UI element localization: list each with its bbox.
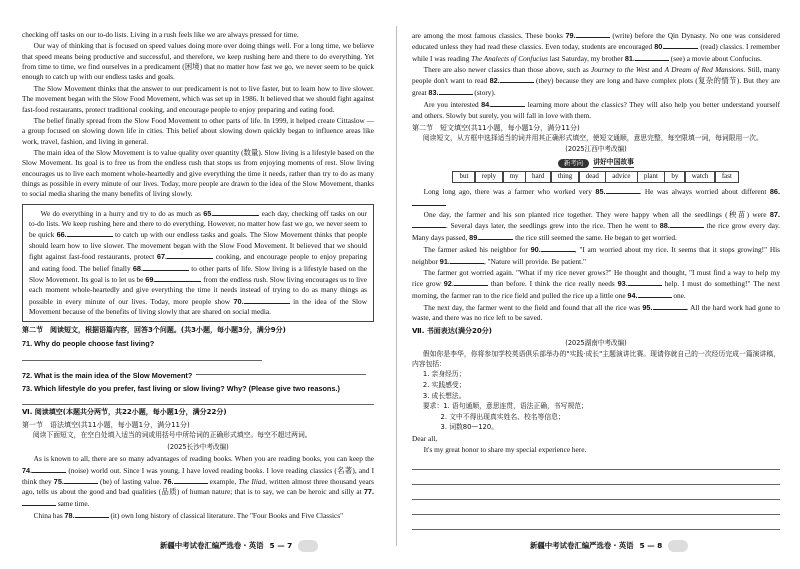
topic-title: 讲好中国故事 bbox=[593, 158, 634, 169]
source-hunan: (2025湖南中考改编) bbox=[565, 338, 627, 347]
new-direction-badge: 新考向 bbox=[558, 159, 589, 168]
question-72: 72. What is the main idea of the Slow Movement? bbox=[22, 364, 374, 381]
story-para-5: The next day, the farmer went to the field and found that all the rice was 95. . All the hard work had gone to waste, and there was no rice left to be saved. bbox=[412, 302, 780, 323]
blank-80[interactable] bbox=[664, 41, 698, 49]
writing-requirement-2: 2. 文中不得出现真实姓名、校名等信息； bbox=[440, 412, 565, 421]
blank-93[interactable] bbox=[628, 278, 662, 286]
blank-83[interactable] bbox=[439, 87, 473, 95]
blank-90[interactable] bbox=[541, 244, 575, 252]
footer-left-page: 5 — 7 bbox=[269, 540, 293, 550]
writing-line[interactable] bbox=[412, 503, 780, 515]
footer-right bbox=[530, 540, 800, 552]
blank-89[interactable] bbox=[479, 232, 513, 240]
footer-right-page: 5 — 8 bbox=[639, 540, 663, 550]
passage-para-4: The belief finally spread from the Slow Food Movement to other parts of life. In 1999, it helped create Cittaslow — a group focused on slowing down life in cities. This belief about slowing down quickly began to influence areas like work, travel, fashion, and living in general. bbox=[22, 115, 374, 146]
grammar-passage-4: There are also newer classics than those above, such as Journey to the West and A Dream of Red Mansions. Still, many people don't want to read 82. (they) because they are long and have complex plots (复杂的情节). But they are great 83. (story). bbox=[412, 65, 781, 97]
column-divider bbox=[396, 26, 397, 546]
blank-75[interactable] bbox=[64, 476, 98, 484]
blank-87[interactable] bbox=[412, 220, 446, 228]
part-vi-title: Ⅵ. 阅读填空(本题共分两节，共22小题，每小题1分，满分22分) bbox=[22, 408, 227, 417]
salutation: Dear all, bbox=[412, 434, 438, 444]
blank-94[interactable] bbox=[638, 290, 672, 298]
blank-82[interactable] bbox=[500, 75, 534, 83]
story-para-2: One day, the farmer and his son planted rice together. They were happy when all the seedlings (秧苗) were 87.. Several days later, the seedlings grew into the rice. Then he went to 88. the rice grow every day. Many days passed, 89. the rice still seemed the same. He began to get worried. bbox=[412, 210, 780, 242]
writing-line[interactable] bbox=[412, 488, 780, 500]
passage-para-5: The main idea of the Slow Movement is to value quality over quantity (数量). Slow living is a lifestyle based on the Slow Movement. Its goal is to free us from the endless rush that stops us from enjoying moments of rest. Slow living encourages us to live each moment whole-heartedly and give everything the time it needs, rather than try to do as many things as possible in every minute of our lives. Today, more people are drawn to the idea of the Slow Movement, thanks to social media sharing the many benefits of living slowly. bbox=[22, 147, 374, 199]
blank-85[interactable] bbox=[606, 186, 640, 194]
blank-79[interactable] bbox=[576, 30, 610, 38]
blank-76[interactable] bbox=[174, 476, 208, 484]
publisher-seal-icon bbox=[298, 540, 318, 552]
story-para-4: The farmer got worried again. "What if my rice never grows?" He thought and thought, "I must find a way to help my rice grow 92. than before. I think the rice really needs 93. help. I must do something!" The next morning, the farmer ran to the rice field and pulled the rice up a little one 94. one. bbox=[412, 267, 780, 300]
question-71: 71. Why do people choose fast living? bbox=[22, 339, 155, 349]
blank-67[interactable] bbox=[167, 251, 213, 259]
blank-81[interactable] bbox=[635, 53, 669, 61]
writing-prompt: 假如你是李华，你将参加学校英语俱乐部举办的"实践·成长"主题演讲比赛。现请你就自己的一次经历完成一篇演讲稿，内容包括： bbox=[412, 350, 780, 368]
passage-para-1: checking off tasks on our to-do lists. Living in a rush feels like we are always pressed for time. bbox=[22, 30, 299, 39]
publisher-seal-icon bbox=[668, 540, 688, 552]
topic-tag bbox=[412, 158, 780, 169]
word-bank-item: fast bbox=[715, 171, 739, 183]
word-bank-item: advice bbox=[605, 171, 637, 183]
blank-65[interactable] bbox=[213, 208, 259, 216]
word-bank-item: reply bbox=[475, 171, 503, 183]
writing-requirement-1: 要求：1. 语句通顺，意思连贯，语法正确，书写规范； bbox=[422, 402, 588, 411]
summary-box bbox=[22, 204, 374, 323]
answer-72-line[interactable] bbox=[196, 366, 366, 375]
passage-para-2: Our way of thinking that is focused on speed values doing more over doing things well. For a long time, we believe that speed means being productive and successful, and therefore, we keep rushing here and there to do everything. Yet from time to time, we find ourselves in a predicament (困境) that no matter how fast we go, we never seem to be quick enough to catch up with our endless tasks and goals. bbox=[22, 41, 374, 82]
section-2b-title: 第二节 短文填空(共11小题，每小题1分，满分11分) bbox=[412, 123, 580, 132]
section-2b-instructions: 阅读短文，从方框中选择适当的词并用其正确形式填空，使短文通顺，意思完整，每空限填一词，每词限用一次。 bbox=[422, 133, 763, 142]
passage-para-3: The Slow Movement thinks that the answer to our predicament is not to live faster, but to learn how to live slower. The movement began with the Slow Food Movement, which was set up in 1986. It believed that we should fight against fast-food restaurants, protect traditional cooking, and encourage people to enjoy preparing and eating food. bbox=[22, 83, 374, 114]
blank-88[interactable] bbox=[670, 220, 704, 228]
answer-73-line[interactable] bbox=[22, 396, 374, 405]
blank-74[interactable] bbox=[32, 465, 66, 473]
question-73: 73. Which lifestyle do you prefer, fast living or slow living? Why? (Please give two reasons.) bbox=[22, 384, 340, 393]
footer-left-title: 新疆中考试卷汇编严选卷・英语 bbox=[160, 540, 264, 550]
blank-84[interactable] bbox=[491, 99, 525, 107]
blank-91[interactable] bbox=[450, 256, 484, 264]
blank-70[interactable] bbox=[244, 296, 290, 304]
writing-line[interactable] bbox=[412, 473, 780, 485]
blank-77[interactable] bbox=[22, 498, 56, 506]
blank-95[interactable] bbox=[653, 302, 687, 310]
answer-71-line[interactable] bbox=[22, 352, 262, 361]
blank-92[interactable] bbox=[454, 278, 488, 286]
section-1-title: 第一节 语法填空(共11小题，每小题1分，满分11分) bbox=[22, 421, 190, 430]
footer-right-title: 新疆中考试卷汇编严选卷・英语 bbox=[530, 540, 634, 550]
word-bank-item: hard bbox=[525, 171, 551, 183]
word-bank-item: my bbox=[503, 171, 526, 183]
right-column bbox=[412, 30, 780, 533]
source-jiangxi: (2025江西中考改编) bbox=[565, 145, 627, 154]
story-para-3: The farmer asked his neighbor for 90. , "I am worried about my rice. It seems that it stops growing!" His neighbor 91. , "Nature will provide. Be patient." bbox=[412, 245, 780, 266]
footer-left bbox=[160, 540, 520, 552]
summary-text: We do everything in a hurry and try to do as much as 65. each day, checking off tasks on our to-do lists. We keep rushing here and there to do everything. However, no matter how fast we go, we never seem to be quick 66. to catch up with our endless tasks and goals. The Slow Movement thinks that people should learn how to live slower. The movement began with the Slow Food Movement. It believed that we should fight against fast-food restaurants, protect 67. cooking, and encourage people to enjoy preparing and eating food. The belief finally 68. to other parts of life. Slow living is a lifestyle based on the Slow Movement. Its goal is to let us be 69. from the endless rush. Slow living encourages us to live each moment whole-heartedly and give everything the time it needs instead of trying to do as many things as possible in every minute of our lives. Today, more people show 70. in the idea of the Slow Movement because of the benefits of living slowly that are shared on social media. bbox=[29, 208, 368, 316]
word-bank-item: thing bbox=[551, 171, 579, 183]
blank-66[interactable] bbox=[67, 229, 113, 237]
source-changsha: (2025长沙中考改编) bbox=[167, 442, 229, 451]
section-1-instructions: 阅读下面短文，在空白处填入适当的词或用括号中所给词的正确形式填空。每空不超过两词。 bbox=[32, 431, 312, 440]
grammar-passage-3: are among the most famous classics. These books 79. (write) before the Qin Dynasty. No one was considered educated unless they had read these classics. Even today, students are encouraged 80. (read) classics. I remember while I was reading The Analects of Confucius last Saturday, my brother 81. (see) a movie about Confucius. bbox=[412, 31, 781, 63]
part-vii-title: Ⅶ. 书面表达(满分20分) bbox=[412, 326, 492, 335]
writing-line[interactable] bbox=[412, 518, 780, 530]
word-bank bbox=[412, 171, 780, 183]
blank-68[interactable] bbox=[143, 263, 189, 271]
opening-sentence: It's my great honor to share my special experience here. bbox=[423, 445, 587, 455]
blank-86[interactable] bbox=[412, 198, 446, 206]
word-bank-item: dead bbox=[579, 171, 606, 183]
word-bank-item: watch bbox=[685, 171, 716, 183]
story-para-1: Long long ago, there was a farmer who worked very 85. . He was always worried about different 86. bbox=[412, 186, 780, 209]
writing-line[interactable] bbox=[412, 458, 780, 470]
grammar-passage-5: Are you interested 84. learning more about the classics? They will also help you better understand yourself and others. Slowly but surely, you will fall in love with them. bbox=[412, 100, 781, 120]
writing-lines[interactable] bbox=[412, 458, 780, 530]
writing-requirement-3: 3. 词数80—120。 bbox=[440, 423, 499, 432]
word-bank-item: plant bbox=[637, 171, 665, 183]
blank-78[interactable] bbox=[75, 510, 109, 518]
writing-item-2: 2. 实践感受； bbox=[422, 380, 466, 389]
grammar-passage-2: China has 78. (it) own long history of classical literature. The "Four Books and Five Classics" bbox=[33, 511, 344, 521]
word-bank-item: by bbox=[664, 171, 685, 183]
word-bank-item: but bbox=[452, 171, 475, 183]
section-2-title: 第二节 阅读短文，根据语篇内容，回答3个问题。(共3小题，每小题3分，满分9分) bbox=[22, 326, 286, 335]
grammar-passage: As is known to all, there are so many advantages of reading books. When you are reading books, you can keep the 74. (noise) world out. Since I was young, I have loved reading books. I love reading classics (名著), and I think they 75. (be) of lasting value. 76. example, The Iliad, written almost three thousand years ago, tells us about the good and bad qualities (品质) of human nature; that is to say, we can be heroic and silly at 77. same time. bbox=[22, 454, 374, 508]
left-column bbox=[22, 30, 374, 522]
writing-item-3: 3. 成长想法。 bbox=[422, 391, 466, 400]
writing-item-1: 1. 亲身经历； bbox=[422, 370, 466, 379]
blank-69[interactable] bbox=[155, 274, 201, 282]
